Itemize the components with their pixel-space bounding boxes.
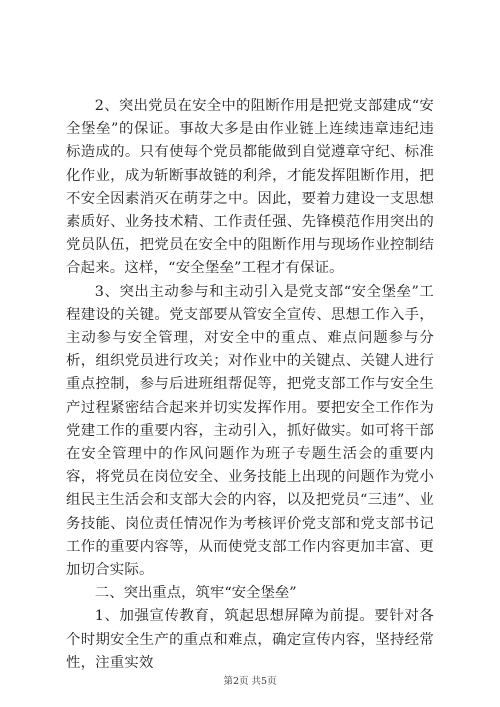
section-heading: 二、突出重点，筑牢“安全堡垒”	[94, 585, 297, 602]
page-footer: 第2页 共5页	[223, 676, 277, 687]
paragraph-2: 2、突出党员在安全中的阻断作用是把党支部建成“安全堡垒”的保证。事故大多是由作业链上连续违章违纪违标造成的。只有使每个党员都能做到自觉遵章守纪、标准化作业，成为斩断事故链的利斧，才能发挥阻断作用，把不安全因素消灭在萌芽之中。因此，要着力建设一支思想素质好、业务技术精、工作责任强、先锋模范作用突出的党员队伍，把党员在安全中的阻断作用与现场作业控制结合起来。这样，“安全堡垒”工程才有保证。	[66, 98, 434, 277]
paragraph-3: 3、突出主动参与和主动引入是党支部“安全堡垒”工程建设的关键。党支部要从管安全宣传、思想工作入手，主动参与安全管理，对安全中的重点、难点问题参与分析，组织党员进行攻关；对作业中的关键点、关键人进行重点控制，参与后进班组帮促等，把党支部工作与安全生产过程紧密结合起来并切实发挥作用。要把安全工作作为党建工作的重要内容，主动引入，抓好做实。如可将干部在安全管理中的作风问题作为班子专题生活会的重要内容，将党员在岗位安全、业务技能上出现的问题作为党小组民主生活会和支部大会的内容，以及把党员“三违”、业务技能、岗位责任情况作为考核评价党支部和党支部书记工作的重要内容等，从而使党支部工作内容更加丰富、更加切合实际。	[66, 283, 434, 579]
paragraph-1-of-section: 1、加强宣传教育，筑起思想屏障为前提。要针对各个时期安全生产的重点和难点，确定宣传内容，坚持经常性，注重实效	[66, 608, 434, 671]
document-body	[66, 95, 434, 675]
